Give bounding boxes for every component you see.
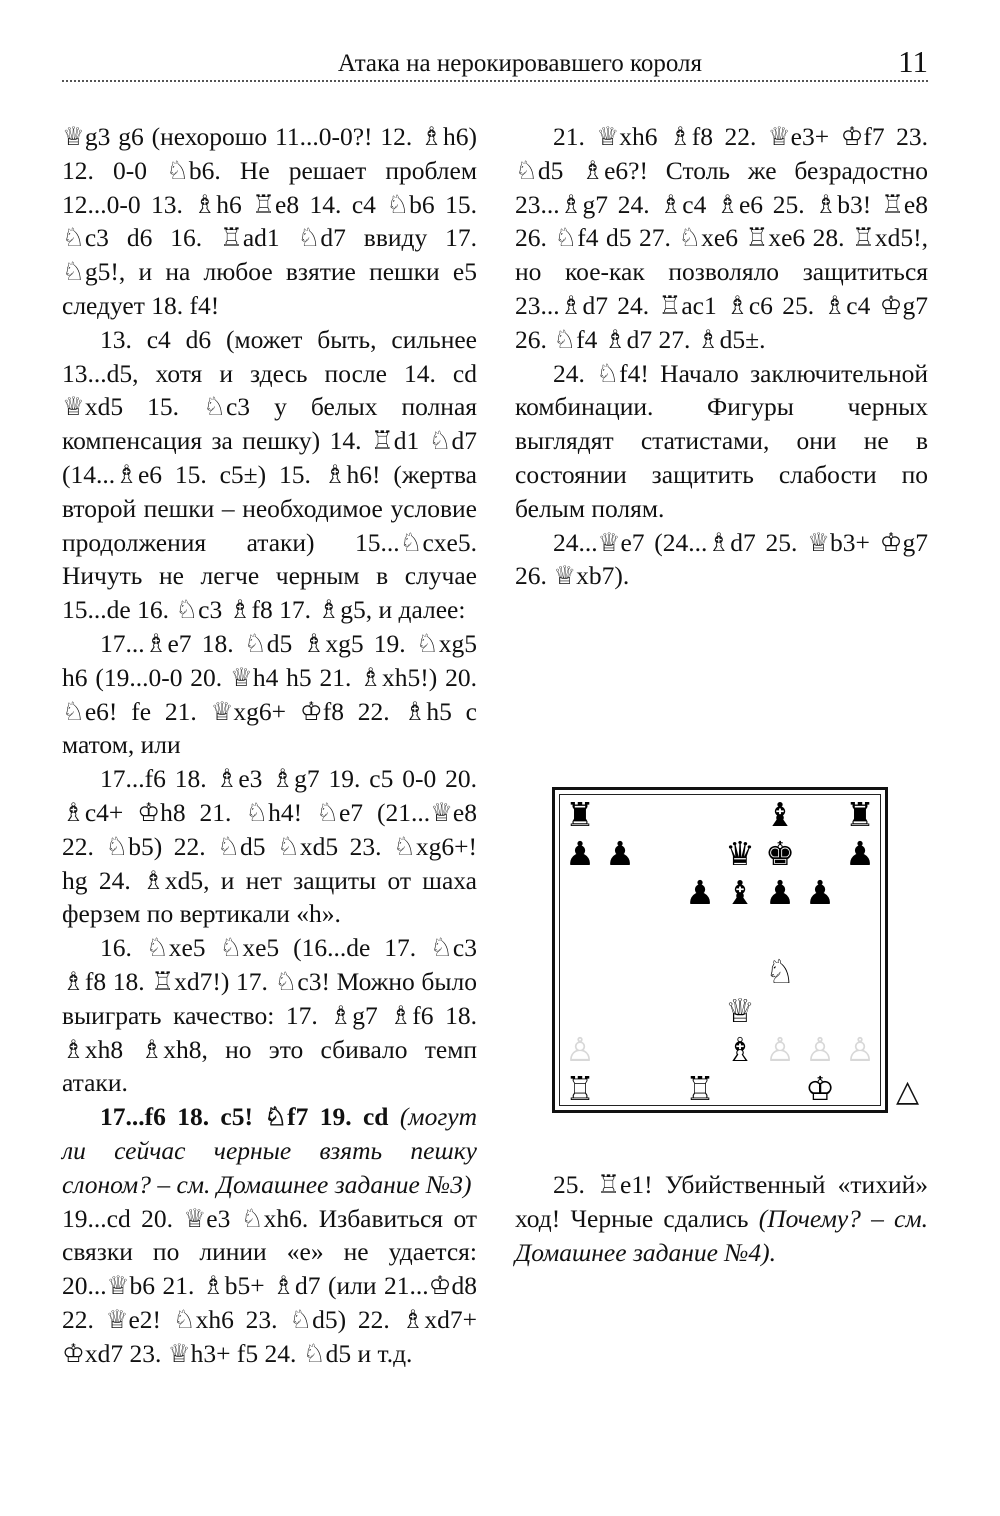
variation-paragraph: 17...♗e7 18. ♘d5 ♗xg5 19. ♘xg5 h6 (19...0-0 20. ♕h4 h5 21. ♗xh5!) 20. ♘e6! fe 21. ♕xg6+ ♔f8 22. ♗h5 с матом, или [62,628,477,760]
paragraph: 19...cd 20. ♕e3 ♘xh6. Избавиться от связки по линии «е» не удается: 20...♕b6 21. ♗b5+ ♗d7 (или 21...♔d8 22. ♕e2! ♘xh6 23. ♘d5) 22. ♗xd7+ ♔xd7 23. ♕h3+ f5 24. ♘d5 и т.д. [62,1203,477,1368]
left-column [62,120,477,1370]
chess-piece-e2: ♗ [725,1030,755,1070]
paragraph: 13. c4 d6 (может быть, сильнее 13...d5, хотя и здесь после 14. cd ♕xd5 15. ♘c3 у белых полная компенсация за пешку) 14. ♖d1 ♘d7 (14...♗e6 15. c5±) 15. ♗h6! (жертва второй пешки – необходимое условие продолжения атаки) 15...♘cxe5. Ничуть не легче черным в случае 15...de 16. ♘c3 ♗f8 17. ♗g5, и далее: [62,324,477,625]
homework-note: (могут ли сейчас черные взять пешку слоном? – см. Домашнее задание №3) [62,1102,478,1199]
chapter-title: Атака на нерокировавшего короля [337,50,702,77]
chess-piece-f8: ♝ [765,795,795,834]
chess-piece-h8: ♜ [845,795,875,834]
right-column-lower [515,1168,928,1269]
paragraph [62,1100,477,1201]
right-column [515,120,928,593]
paragraph: 21. ♕xh6 ♗f8 22. ♕e3+ ♔f7 23. ♘d5 ♗e6?! Столь же безрадостно 23...♗g7 24. ♗c4 ♗e6 25. ♗b3! ♖e8 26. ♘f4 d5 27. ♘xe6 ♖xe6 28. ♖xd5!, но кое-как позволяло защититься 23...♗d7 24. ♖ac1 ♗c6 25. ♗c4 ♔g7 26. ♘f4 ♗d7 27. ♗d5±. [515,122,928,354]
chess-piece-d6: ♟ [685,873,715,913]
chess-board [559,794,881,1109]
chess-piece-g2: ♙ [805,1030,835,1070]
chess-piece-e6: ♝ [725,873,755,913]
chess-piece-f7: ♚ [765,834,795,874]
variation-paragraph: 17...f6 18. ♗e3 ♗g7 19. c5 0-0 20. ♗c4+ ♔h8 21. ♘h4! ♘e7 (21...♕e8 22. ♘b5) 22. ♘d5 ♘xd5 23. ♘xg6+! hg 24. ♗xd5, и нет защиты от шаха ферзем по вертикали «h». [62,764,477,929]
paragraph [515,1168,928,1269]
chess-piece-a1: ♖ [565,1069,595,1109]
paragraph: ♕g3 g6 (нехорошо 11...0-0?! 12. ♗h6) 12. 0-0 ♘b6. Не решает проблем 12...0-0 13. ♗h6 ♖e8 14. c4 ♘b6 15. ♘c3 d6 16. ♖ad1 ♘d7 ввиду 17. ♘g5!, и на любое взятие пешки е5 следует 18. f4! [62,122,477,320]
paragraph: 24. ♘f4! Начало заключительной комбинации. Фигуры черных выглядят статистами, они не в состоянии защитить слабости по белым полям. [515,358,928,523]
running-header [62,46,928,82]
chess-piece-a8: ♜ [565,795,595,834]
chess-piece-a2: ♙ [565,1030,595,1070]
chess-piece-g1: ♔ [805,1069,835,1109]
homework-note: (Почему? – см. Домашнее задание №4). [515,1203,928,1267]
paragraph: 16. ♘xe5 ♘xe5 (16...de 17. ♘c3 ♗f8 18. ♖xd7!) 17. ♘c3! Можно было выиграть качество: 17. ♗g7 ♗f6 18. ♗xh8 ♗xh8, но это сбивало темп атаки. [62,933,477,1098]
chess-piece-a7: ♟ [565,834,595,874]
chess-piece-f2: ♙ [765,1030,795,1070]
page-number: 11 [898,44,928,79]
chess-piece-e3: ♕ [725,991,755,1030]
white-to-move-indicator: △ [896,1074,920,1109]
move-text: 17...f6 18. c5! ♘f7 19. cd [100,1102,389,1132]
chess-piece-e7: ♛ [725,834,755,874]
chess-piece-b7: ♟ [605,834,635,874]
chess-piece-d1: ♖ [685,1069,715,1109]
chess-piece-h2: ♙ [845,1030,875,1070]
move-text: 25. ♖e1! Убийственный «тихий» ход! Черные сдались [515,1170,928,1233]
chess-piece-f4: ♘ [765,951,795,991]
chess-piece-g6: ♟ [805,873,835,913]
paragraph: 24...♕e7 (24...♗d7 25. ♕b3+ ♔g7 26. ♕xb7). [515,527,928,591]
chess-piece-f6: ♟ [765,873,795,913]
chess-diagram [552,787,888,1113]
chess-piece-h7: ♟ [845,834,875,874]
